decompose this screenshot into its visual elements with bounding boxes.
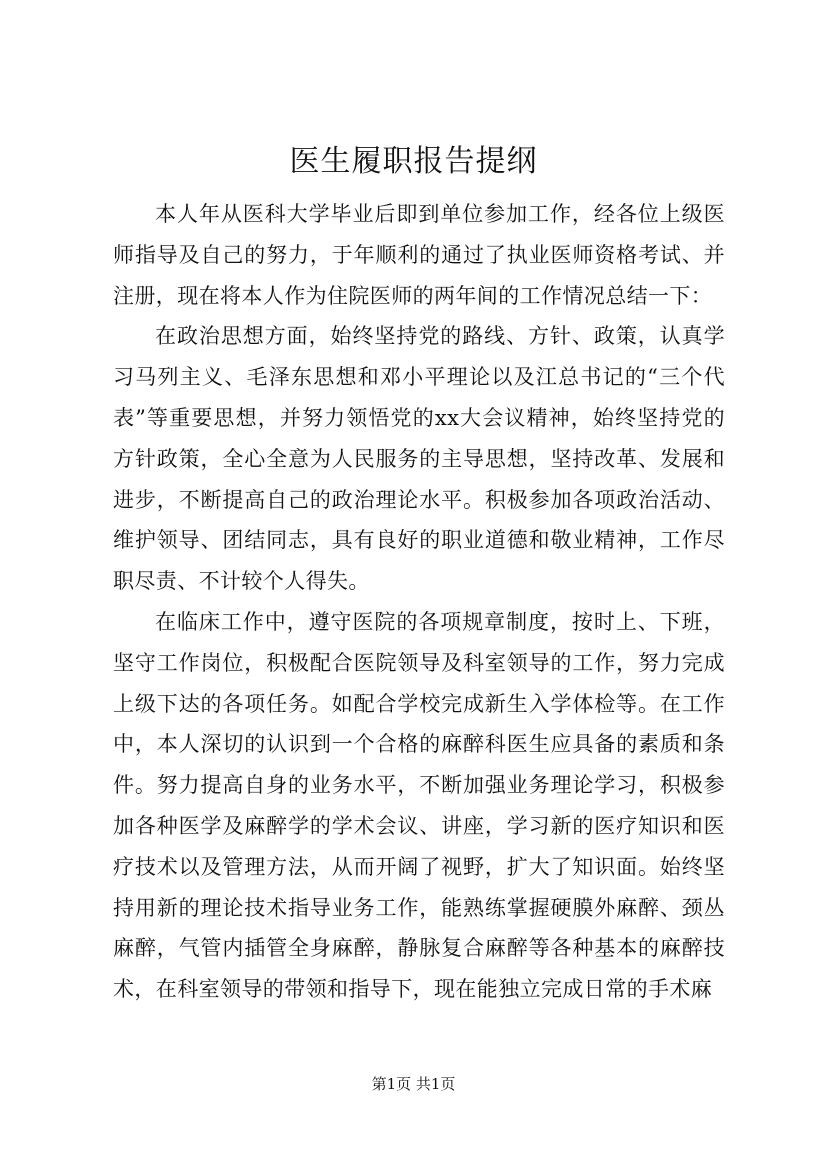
paragraph-intro: 本人年从医科大学毕业后即到单位参加工作，经各位上级医师指导及自己的努力，于年顺利的通过了执业医师资格考试、并注册，现在将本人作为住院医师的两年间的工作情况总结一下：	[113, 202, 725, 308]
page-footer: 第1页 共1页	[371, 1075, 456, 1093]
paragraph-political: 在政治思想方面，始终坚持党的路线、方针、政策，认真学习马列主义、毛泽东思想和邓小平理论以及江总书记的“三个代表”等重要思想，并努力领悟党的xx大会议精神，始终坚持党的方针政策，全心全意为人民服务的主导思想，坚持改革、发展和进步，不断提高自己的政治理论水平。积极参加各项政治活动、维护领导、团结同志，具有良好的职业道德和敬业精神，工作尽职尽责、不计较个人得失。	[113, 324, 725, 594]
paragraph-clinical: 在临床工作中，遵守医院的各项规章制度，按时上、下班，坚守工作岗位，积极配合医院领导及科室领导的工作，努力完成上级下达的各项任务。如配合学校完成新生入学体检等。在工作中，本人深切的认识到一个合格的麻醉科医生应具备的素质和条件。努力提高自身的业务水平，不断加强业务理论学习，积极参加各种医学及麻醉学的学术会议、讲座，学习新的医疗知识和医疗技术以及管理方法，从而开阔了视野，扩大了知识面。始终坚持用新的理论技术指导业务工作，能熟练掌握硬膜外麻醉、颈丛麻醉，气管内插管全身麻醉，静脉复合麻醉等各种基本的麻醉技术，在科室领导的带领和指导下，现在能独立完成日常的手术麻	[113, 609, 725, 1002]
document-title: 医生履职报告提纲	[289, 144, 538, 179]
document-body	[113, 194, 725, 1010]
